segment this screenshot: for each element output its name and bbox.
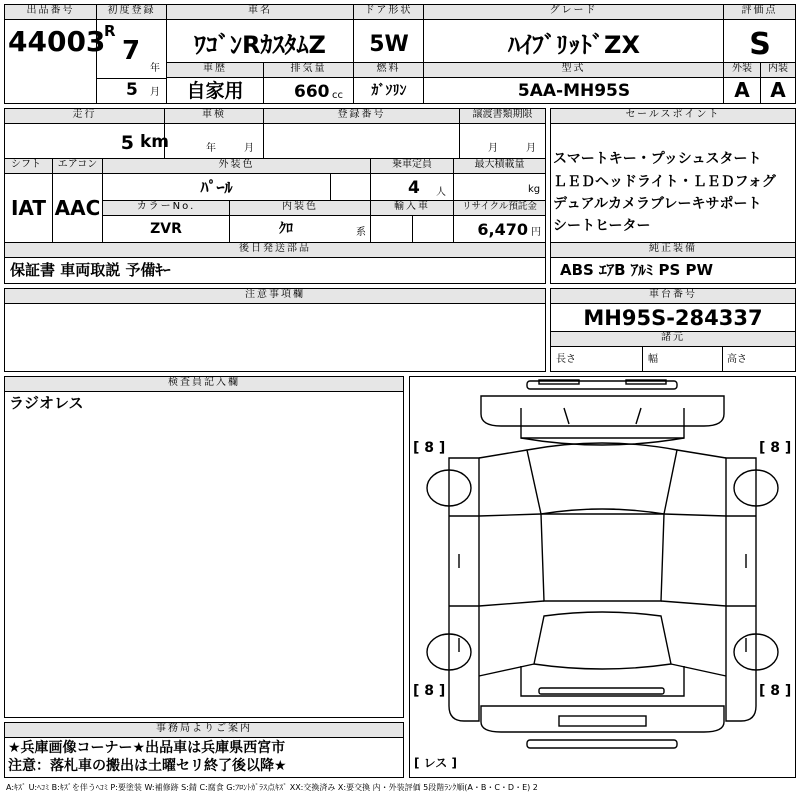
equipment-label: 純正装備 [551, 243, 795, 257]
capacity-label: 乗車定員 [371, 159, 453, 173]
grade-label: グレード [424, 5, 723, 19]
inspection-year-unit: 年 [206, 143, 216, 154]
ac-value: AAC [54, 196, 101, 220]
recycle-label: リサイクル預託金 [454, 201, 545, 215]
inspection-label: 車検 [165, 109, 263, 123]
interior-label: 内装 [761, 63, 795, 77]
color-no-label: カラーNo. [103, 201, 229, 215]
lot-no-label: 出品番号 [5, 5, 96, 19]
color-no-value: ZVR [150, 221, 182, 237]
max-load-unit: kg [528, 184, 541, 195]
transfer-day-unit: 月 [526, 143, 536, 154]
inspection-month-unit: 月 [244, 143, 254, 154]
inspector-frame [4, 376, 404, 718]
displacement-value: 660 [294, 82, 330, 102]
int-color-unit: 系 [356, 227, 366, 238]
car-name-label: 車名 [167, 5, 353, 19]
ext-color-value: ﾊﾟｰﾙ [200, 178, 233, 197]
score-value: S [749, 27, 771, 62]
inspector-text: ラジオレス [9, 394, 84, 412]
ext-color-label: 外装色 [103, 159, 370, 173]
first-reg-year: 7 [122, 36, 141, 66]
interior-grade: A [770, 78, 786, 102]
sales-line-1: スマートキー・プッシュスタート [553, 151, 762, 167]
legend-text: A:ｷｽﾞ U:ﾍｺﾐ B:ｷｽﾞを伴うﾍｺﾐ P:要塗装 W:補修跡 S:錆 C:腐食 G:ﾌﾛﾝﾄｶﾞﾗｽ点ｷｽﾞ XX:交換済み X:要交換 内・外装評価 5段階ﾗﾝｸ順(A・B・C・D・E) 2 [6, 783, 538, 792]
max-load-label: 最大積載量 [454, 159, 545, 173]
fuel-label: 燃料 [354, 63, 423, 77]
spec-label: 諸元 [551, 332, 795, 346]
exterior-grade: A [734, 78, 750, 102]
mileage-label: 走行 [5, 109, 164, 123]
height-label: 高さ [727, 354, 747, 365]
inspector-label: 検査員記入欄 [5, 377, 403, 391]
shift-label: シフト [5, 159, 52, 173]
office-line-2: 注意：落札車の搬出は土曜セリ終了後以降★ [8, 758, 287, 774]
first-reg-month: 5 [126, 80, 138, 100]
mileage-unit: km [140, 132, 170, 152]
width-label: 幅 [648, 354, 658, 365]
int-color-value: ｸﾛ [279, 221, 293, 237]
office-line-1: ★兵庫画像コーナー★出品車は兵庫県西宮市 [8, 740, 286, 756]
recycle-value: 6,470 [477, 220, 528, 239]
door-label: ドア形状 [354, 5, 423, 19]
equipment-value: ABS ｴｱB ｱﾙﾐ PS PW [560, 261, 714, 279]
displacement-unit: cc [332, 90, 343, 101]
length-label: 長さ [556, 354, 576, 365]
notes-label: 注意事項欄 [5, 289, 545, 303]
spare-tire-label: [ レス ] [414, 756, 457, 770]
lot-number: 44003 [8, 25, 106, 58]
first-reg-label: 初度登録 [97, 5, 166, 19]
era-letter: R [104, 22, 116, 40]
sales-line-4: シートヒーター [553, 218, 651, 234]
capacity-unit: 人 [436, 187, 446, 198]
sales-label: セールスポイント [551, 109, 795, 123]
later-parts-label: 後日発送部品 [5, 243, 545, 257]
score-label: 評価点 [724, 5, 795, 19]
car-diagram [409, 376, 796, 778]
car-name: ﾜｺﾞﾝRｶｽﾀﾑZ [194, 31, 326, 59]
shift-value: IAT [10, 196, 46, 220]
sales-line-3: デュアルカメラブレーキサポート [553, 196, 762, 212]
reg-no-label: 登録番号 [264, 109, 459, 123]
recycle-unit: 円 [531, 227, 541, 238]
door-value: 5W [369, 32, 409, 57]
model-label: 型式 [424, 63, 723, 77]
history-label: 車歴 [167, 63, 263, 77]
model-value: 5AA-MH95S [517, 81, 631, 101]
sales-line-2: ＬＥＤヘッドライト・ＬＥＤフォグ [553, 174, 776, 190]
grade-value: ﾊｲﾌﾞﾘｯﾄﾞZX [508, 31, 640, 59]
fuel-value: ｶﾞｿﾘﾝ [371, 83, 407, 99]
ac-label: エアコン [53, 159, 102, 173]
tire-rl-score: [ 8 ] [413, 683, 446, 699]
year-unit: 年 [150, 63, 160, 74]
transfer-label: 譲渡書類期限 [460, 109, 545, 123]
mileage-value: 5 [120, 132, 134, 154]
tire-rr-score: [ 8 ] [759, 683, 792, 699]
chassis-label: 車台番号 [551, 289, 795, 303]
exterior-label: 外装 [724, 63, 760, 77]
capacity-value: 4 [408, 178, 420, 198]
chassis-number: MH95S-284337 [583, 306, 763, 330]
office-label: 事務局よりご案内 [5, 723, 403, 737]
later-parts-value: 保証書 車両取説 予備ｷｰ [10, 261, 171, 279]
import-label: 輸入車 [371, 201, 453, 215]
month-unit: 月 [150, 87, 160, 98]
tire-fr-score: [ 8 ] [759, 440, 792, 456]
transfer-month-unit: 月 [488, 143, 498, 154]
tire-fl-score: [ 8 ] [413, 440, 446, 456]
int-color-label: 内装色 [230, 201, 370, 215]
history-value: 自家用 [186, 80, 244, 102]
displacement-label: 排気量 [264, 63, 353, 77]
